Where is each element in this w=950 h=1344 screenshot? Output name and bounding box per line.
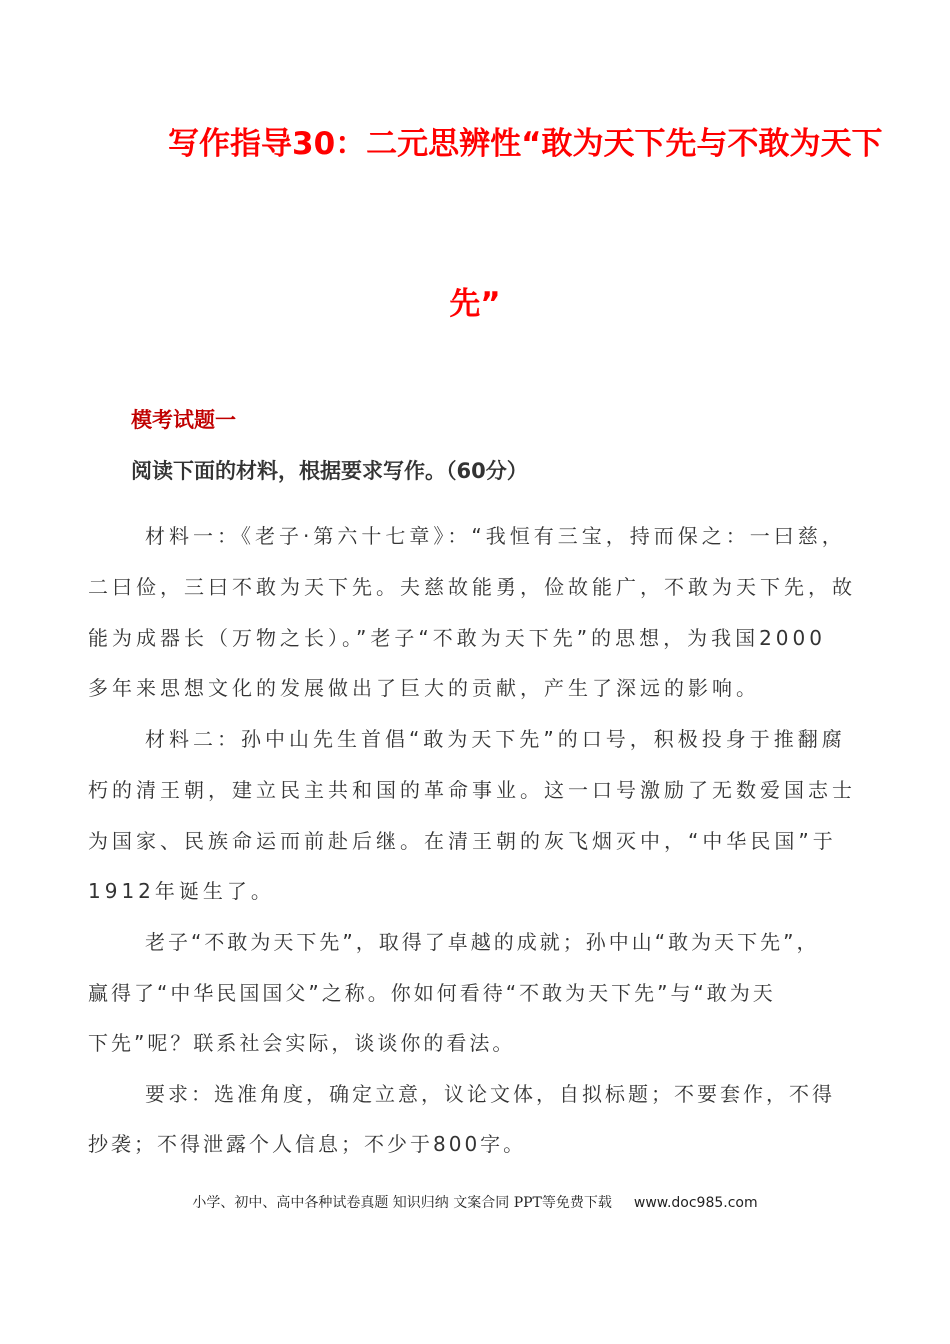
requirements-line-1: 要求：选准角度，确定立意，议论文体，自拟标题；不要套作，不得 — [145, 1082, 835, 1106]
material-1-line-4: 多年来思想文化的发展做出了巨大的贡献，产生了深远的影响。 — [88, 676, 760, 700]
instruction-text: 阅读下面的材料，根据要求写作。（60分） — [131, 459, 528, 483]
material-1-line-2: 二曰俭，三曰不敢为天下先。夫慈故能勇，俭故能广，不敢为天下先，故 — [88, 575, 856, 599]
requirements-line-2: 抄袭；不得泄露个人信息；不少于800字。 — [88, 1132, 527, 1156]
footer-text: 小学、初中、高中各种试卷真题 知识归纳 文案合同 PPT等免费下载 — [192, 1195, 612, 1211]
prompt-line-2: 赢得了“中华民国国父”之称。你如何看待“不敢为天下先”与“敢为天 — [88, 981, 776, 1005]
material-1-line-1: 材料一：《老子·第六十七章》：“我恒有三宝，持而保之：一曰慈， — [145, 524, 846, 548]
material-1-line-3: 能为成器长（万物之长）。”老子“不敢为天下先”的思想，为我国2000 — [88, 626, 826, 650]
material-2-line-1: 材料二：孙中山先生首倡“敢为天下先”的口号，积极投身于推翻腐 — [145, 727, 846, 751]
footer-url: www.doc985.com — [633, 1195, 758, 1211]
prompt-line-3: 下先”呢？联系社会实际，谈谈你的看法。 — [88, 1031, 516, 1055]
prompt-line-1: 老子“不敢为天下先”，取得了卓越的成就；孙中山“敢为天下先”， — [145, 930, 820, 954]
document-title-line-2: 先” — [449, 286, 501, 322]
document-title-line-1: 写作指导30：二元思辨性“敢为天下先与不敢为天下 — [168, 126, 883, 162]
page-footer — [0, 1192, 950, 1212]
section-title: 模考试题一 — [131, 408, 236, 432]
material-2-line-2: 朽的清王朝，建立民主共和国的革命事业。这一口号激励了无数爱国志士 — [88, 778, 856, 802]
material-2-line-4: 1912年诞生了。 — [88, 879, 275, 903]
material-2-line-3: 为国家、民族命运而前赴后继。在清王朝的灰飞烟灭中，“中华民国”于 — [88, 829, 837, 853]
